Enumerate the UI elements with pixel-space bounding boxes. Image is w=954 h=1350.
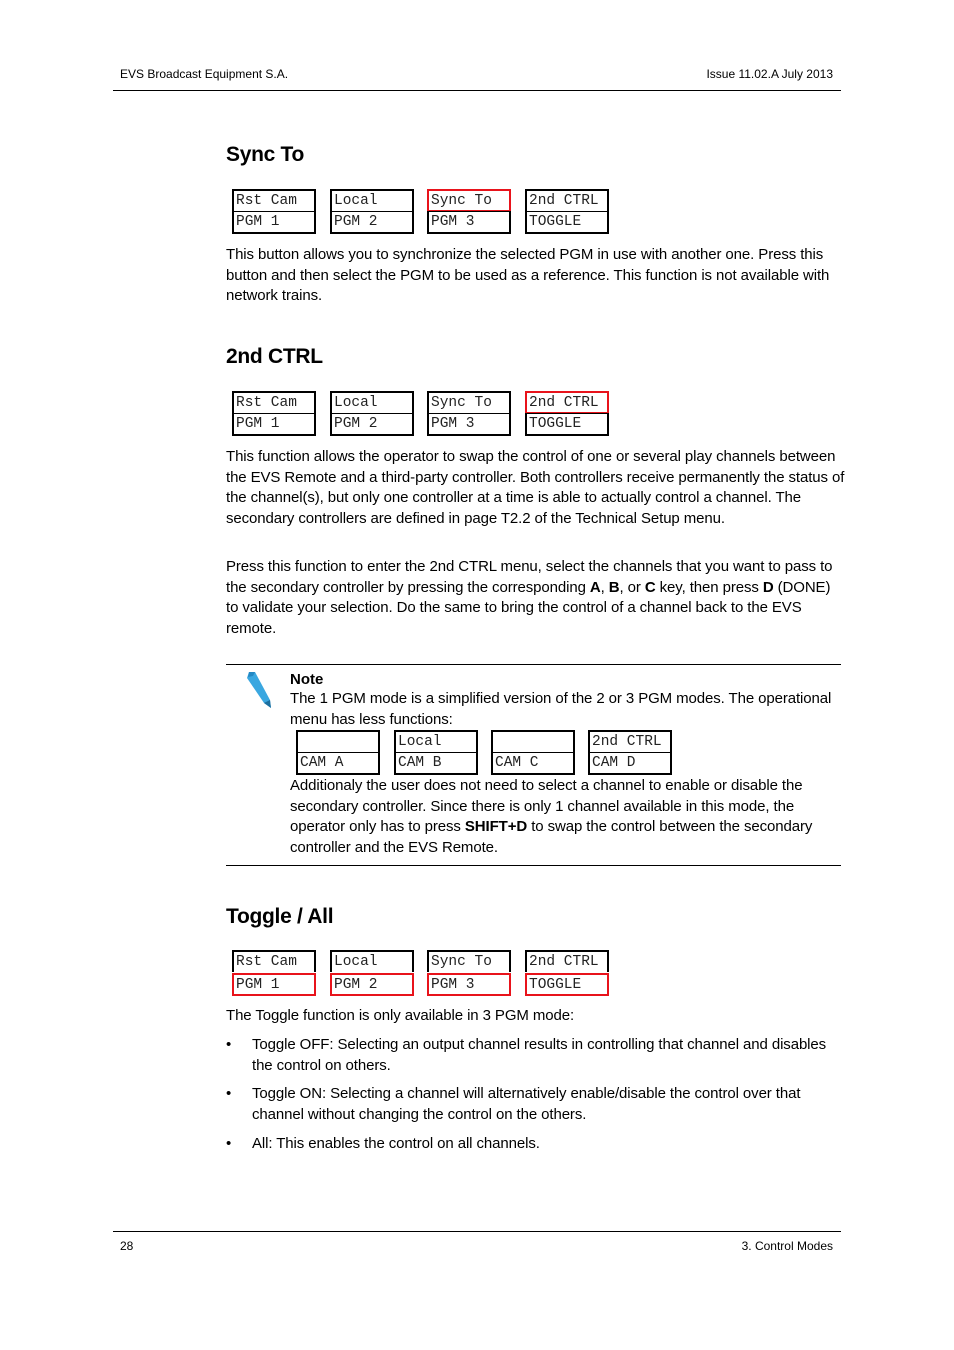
key-blank-c [491,730,573,778]
bullet-marker: • [226,1085,232,1102]
key-local [394,730,476,778]
key-label-bottom-highlighted: PGM 2 [330,973,414,996]
sync-to-description: This button allows you to synchronize the selected PGM in use with another one. Press this button and then select the PGM to be used as a reference. This function is not available with network trains. [226,246,830,305]
pencil-icon [243,670,273,710]
key-rst-cam [232,391,314,439]
note-bottom-rule [226,865,841,866]
key-label-top: 2nd CTRL [525,950,609,972]
key-blank-a [296,730,378,778]
key-sync-to [427,391,509,439]
key-sync-to [427,950,509,998]
key-label-top: Rst Cam [232,391,316,413]
bullet-item-toggle-on: Toggle ON: Selecting a channel will alternatively enable/disable the control over that channel without changing the control on the others. [252,1085,801,1123]
key-label-bottom: PGM 3 [427,413,511,436]
key-label-top-highlighted: 2nd CTRL [525,391,609,414]
key-label-top: Sync To [427,950,511,972]
note-top-rule [226,664,841,665]
heading-sync-to: Sync To [226,143,305,166]
key-local [330,189,412,237]
key-label-bottom: PGM 2 [330,211,414,234]
key-label-top: 2nd CTRL [525,189,609,211]
key-local [330,391,412,439]
menu-grid-sync [232,189,612,239]
header-company: EVS Broadcast Equipment S.A. [120,67,289,81]
bullet-item-toggle-off: Toggle OFF: Selecting an output channel results in controlling that channel and disables the control on others. [252,1036,827,1074]
note-text-intro: The 1 PGM mode is a simplified version of the 2 or 3 PGM modes. The operational menu has less functions: [290,690,832,728]
key-label-bottom: CAM B [394,752,478,775]
menu-grid-1pgm [296,730,676,780]
key-label-bottom: CAM C [491,752,575,775]
header-rule [113,90,841,91]
key-label-bottom: PGM 1 [232,413,316,436]
key-local [330,950,412,998]
key-label-bottom-highlighted: PGM 3 [427,973,511,996]
key-label-top: Rst Cam [232,189,316,211]
key-label-top: Local [330,950,414,972]
bullet-item-all: All: This enables the control on all channels. [252,1135,540,1152]
footer-chapter: 3. Control Modes [741,1239,833,1253]
bullet-marker: • [226,1036,232,1053]
key-sync-to [427,189,509,237]
key-label-top [491,730,575,752]
key-label-top: Sync To [427,391,511,413]
page-number: 28 [120,1239,134,1253]
key-label-bottom: CAM D [588,752,672,775]
2nd-ctrl-description: This function allows the operator to swap the control of one or several play channels between the EVS Remote and a third-party controller. Both controllers receive permanently the status of the channel(s), but only one controller at a time is able to actually control a channel. The secondary controllers are defined in page T2.2 of the Technical Setup menu. [226,448,845,527]
bullet-marker: • [226,1135,232,1152]
key-label-bottom: TOGGLE [525,413,609,436]
key-label-top: Local [330,189,414,211]
heading-2nd-ctrl: 2nd CTRL [226,345,323,368]
key-label-top [296,730,380,752]
key-label-top: Rst Cam [232,950,316,972]
key-label-bottom: TOGGLE [525,211,609,234]
header-issue: Issue 11.02.A July 2013 [706,67,833,81]
key-label-bottom: PGM 3 [427,211,511,234]
menu-grid-2nd-ctrl [232,391,612,441]
key-label-bottom: PGM 2 [330,413,414,436]
key-label-top-highlighted: Sync To [427,189,511,212]
key-label-bottom: PGM 1 [232,211,316,234]
toggle-intro: The Toggle function is only available in 3 PGM mode: [226,1007,575,1024]
note-text-detail: Additionaly the user does not need to select a channel to enable or disable the secondary controller. Since there is only 1 channel available in this mode, the operator only has to press SHIFT+D to swap the control between the secondary controller and the EVS Remote. [290,777,813,856]
key-label-bottom: CAM A [296,752,380,775]
footer-rule [113,1231,841,1232]
heading-toggle-all: Toggle / All [226,905,334,928]
menu-grid-toggle [232,950,612,1000]
note-title: Note [290,671,324,688]
2nd-ctrl-instructions: Press this function to enter the 2nd CTRL menu, select the channels that you want to pass to the secondary controller by pressing the corresponding A, B, or C key, then press D (DONE) to validate your selection. Do the same to bring the control of a channel back to the EVS remote. [226,558,833,637]
key-label-top: 2nd CTRL [588,730,672,752]
key-label-top: Local [394,730,478,752]
key-2nd-ctrl [588,730,670,778]
key-2nd-ctrl [525,189,607,237]
key-label-bottom-highlighted: PGM 1 [232,973,316,996]
key-label-bottom-highlighted: TOGGLE [525,973,609,996]
key-rst-cam [232,189,314,237]
key-2nd-ctrl [525,950,607,998]
key-label-top: Local [330,391,414,413]
key-2nd-ctrl [525,391,607,439]
key-rst-cam [232,950,314,998]
